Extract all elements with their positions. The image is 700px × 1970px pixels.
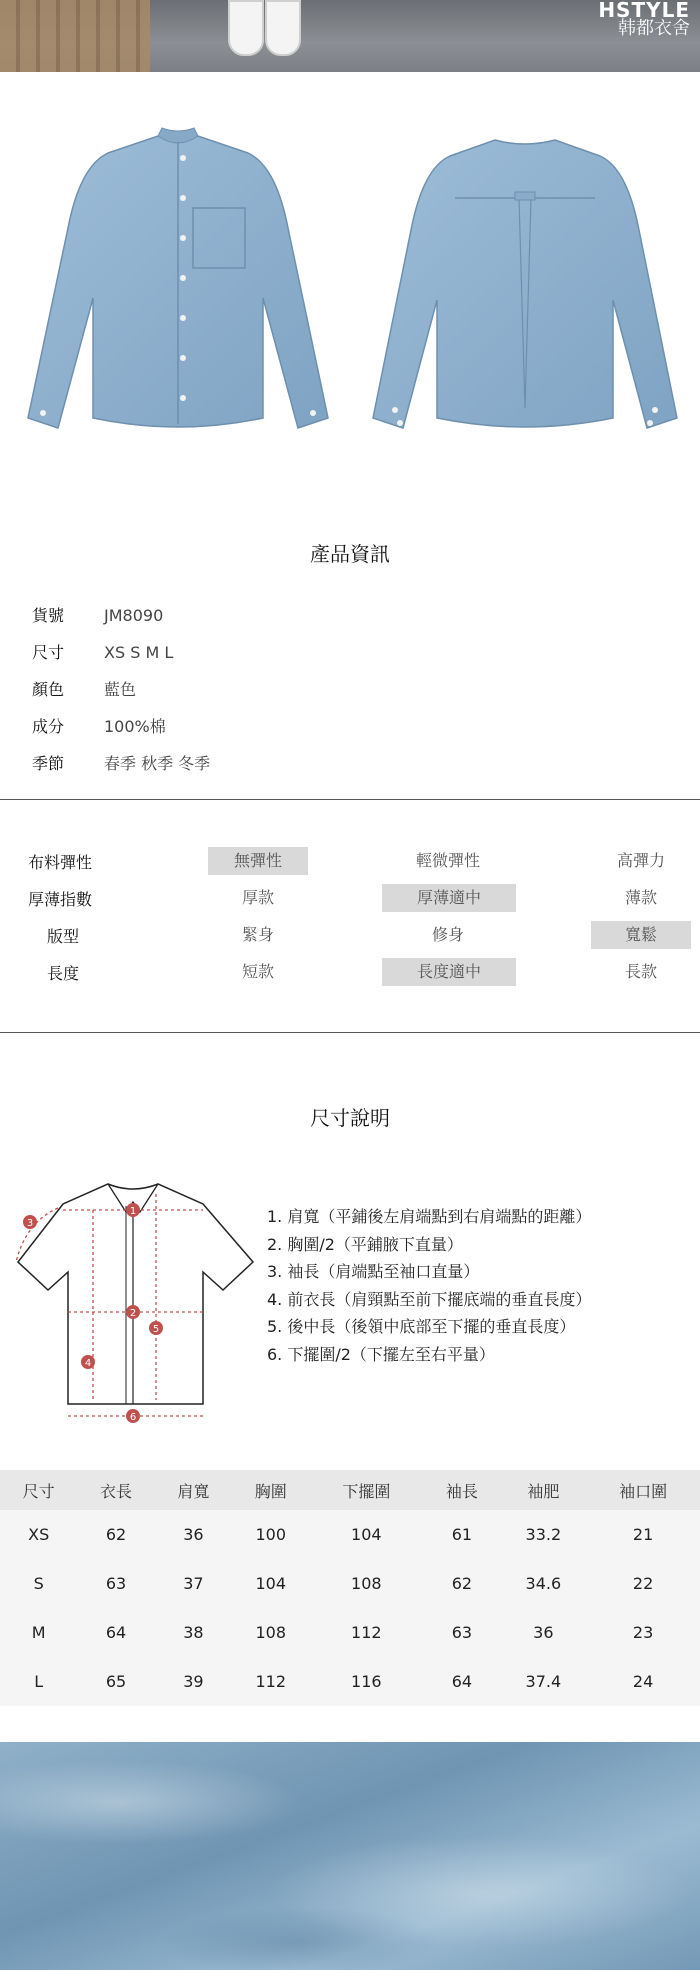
table-cell: 116 [309,1657,423,1706]
table-header-cell: 袖長 [423,1470,500,1510]
sneaker-left [228,0,264,56]
table-cell: 100 [232,1510,309,1559]
measurement-list [267,1203,687,1368]
table-cell: 104 [309,1510,423,1559]
property-label: 版型 [47,927,80,946]
table-row [0,1510,700,1559]
table-header-cell: 袖肥 [501,1470,587,1510]
info-value: 春季 秋季 冬季 [104,754,211,773]
size-guide-title: 尺寸說明 [310,1106,390,1130]
shirt-back-image [355,118,695,448]
measurement-item: 2. 胸圍/2（平鋪腋下直量） [267,1234,463,1254]
marker-4: 4 [84,1358,92,1369]
info-row-sku [32,603,163,627]
table-cell: 21 [586,1510,700,1559]
property-option: 寬鬆 [591,921,691,949]
brand-logo [580,0,690,38]
info-row-season [32,751,210,775]
table-cell: 108 [232,1608,309,1657]
property-option: 短款 [241,962,274,981]
table-cell: 33.2 [501,1510,587,1559]
property-label: 長度 [47,964,80,983]
property-option: 修身 [431,925,464,944]
divider [0,1032,700,1033]
property-option: 薄款 [624,888,657,907]
table-cell: XS [0,1510,77,1559]
info-value: JM8090 [104,606,164,625]
brand-logo-line1: HSTYLE [598,0,690,22]
table-header-row [0,1470,700,1510]
table-header-cell: 肩寬 [155,1470,232,1510]
marker-6: 6 [129,1412,137,1423]
property-option: 緊身 [241,925,274,944]
table-cell: 104 [232,1559,309,1608]
table-cell: 112 [309,1608,423,1657]
table-header-cell: 袖口圍 [586,1470,700,1510]
marker-1: 1 [129,1206,137,1217]
table-cell: 112 [232,1657,309,1706]
table-cell: 37 [155,1559,232,1608]
table-cell: 34.6 [501,1559,587,1608]
table-cell: 36 [501,1608,587,1657]
info-key: 顏色 [32,680,65,699]
info-value: XS S M L [104,643,174,662]
property-row-elasticity [0,847,700,875]
property-option: 長款 [624,962,657,981]
table-header-cell: 下擺圍 [309,1470,423,1510]
fabric-closeup-image [0,1742,700,1970]
table-cell: 38 [155,1608,232,1657]
table-cell: 64 [77,1608,154,1657]
property-option: 輕微彈性 [415,851,480,870]
property-option: 長度適中 [382,958,516,986]
brand-logo-line2: 韩都衣舍 [618,18,690,39]
shirt-front-image [8,118,348,448]
divider [0,799,700,800]
product-info-title: 產品資訊 [310,542,390,566]
table-cell: L [0,1657,77,1706]
table-header-cell: 尺寸 [0,1470,77,1510]
info-value: 藍色 [104,680,137,699]
table-cell: 65 [77,1657,154,1706]
table-cell: S [0,1559,77,1608]
info-key: 季節 [32,754,65,773]
property-label: 布料彈性 [28,853,93,872]
table-cell: M [0,1608,77,1657]
table-cell: 61 [423,1510,500,1559]
info-key: 貨號 [32,606,65,625]
measurement-item: 4. 前衣長（肩頸點至前下擺底端的垂直長度） [267,1289,592,1309]
info-row-color [32,677,136,701]
table-cell: 62 [423,1559,500,1608]
table-row [0,1608,700,1657]
property-option: 無彈性 [208,847,308,875]
property-row-length [0,958,700,986]
wood-floor [0,0,150,72]
table-cell: 64 [423,1657,500,1706]
marker-3: 3 [26,1218,34,1229]
info-row-size [32,640,173,664]
table-cell: 108 [309,1559,423,1608]
info-row-material [32,714,166,738]
table-header-cell: 衣長 [77,1470,154,1510]
table-row [0,1559,700,1608]
measurement-item: 3. 袖長（肩端點至袖口直量） [267,1262,480,1281]
size-table [0,1470,700,1706]
table-cell: 39 [155,1657,232,1706]
table-cell: 37.4 [501,1657,587,1706]
marker-5: 5 [152,1324,160,1335]
info-key: 成分 [32,717,65,736]
measurement-item: 1. 肩寬（平鋪後左肩端點到右肩端點的距離） [267,1207,592,1226]
table-row [0,1657,700,1706]
measurement-diagram [8,1172,258,1437]
table-cell: 62 [77,1510,154,1559]
marker-2: 2 [129,1308,137,1319]
info-key: 尺寸 [32,643,65,662]
table-cell: 36 [155,1510,232,1559]
property-option: 高彈力 [616,851,665,870]
property-row-fit [0,921,700,949]
property-option: 厚款 [241,888,274,907]
table-cell: 22 [586,1559,700,1608]
sneaker-right [265,0,301,56]
info-value: 100%棉 [104,717,166,736]
measurement-item: 5. 後中長（後領中底部至下擺的垂直長度） [267,1317,576,1336]
measurement-item: 6. 下擺圍/2（下擺左至右平量） [267,1344,495,1364]
table-header-cell: 胸圍 [232,1470,309,1510]
table-cell: 23 [586,1608,700,1657]
table-cell: 63 [77,1559,154,1608]
property-option: 厚薄適中 [382,884,516,912]
property-row-thickness [0,884,700,912]
property-label: 厚薄指數 [28,890,93,909]
table-cell: 63 [423,1608,500,1657]
table-cell: 24 [586,1657,700,1706]
